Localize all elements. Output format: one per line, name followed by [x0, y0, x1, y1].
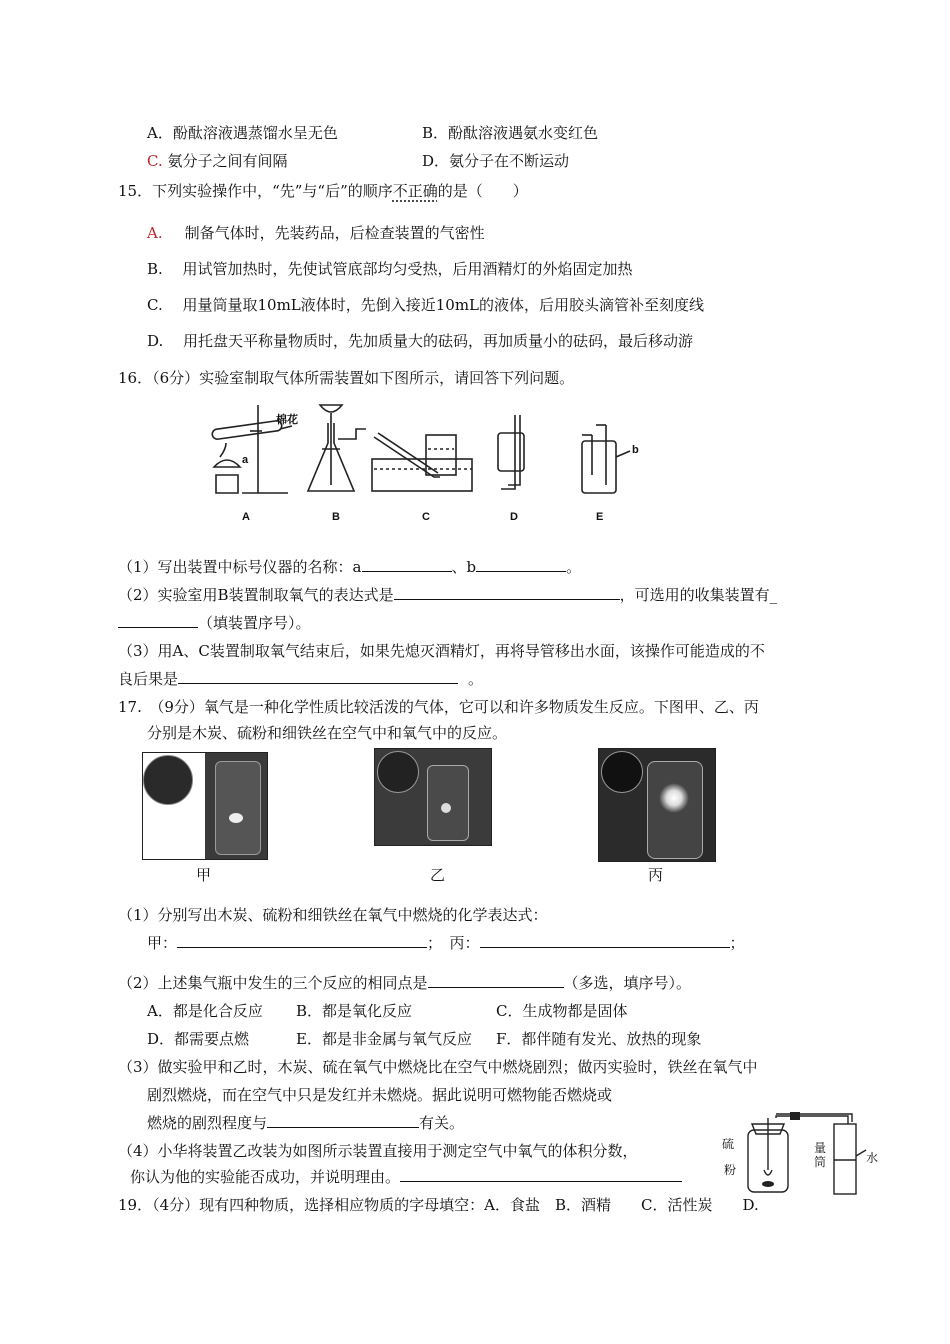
q16-part3-line1: （3）用A、C装置制取氧气结束后，如果先熄灭酒精灯，再将导管移出水面，该操作可能造成的不: [118, 642, 765, 660]
q16-part2-line2-text: （填装置序号）。: [198, 614, 311, 632]
apparatus-cotton-label: 棉花: [276, 414, 298, 426]
q17-part3-post: 有关。: [419, 1114, 465, 1132]
q17-stem-line1: 17. （9分）氧气是一种化学性质比较活泼的气体，它可以和许多物质发生反应。下图甲、乙、丙: [118, 698, 759, 716]
q17-part1-answers: [147, 932, 745, 953]
q16-part2-line2: [118, 612, 311, 633]
q16-part2-post: ，可选用的收集装置有_: [619, 586, 778, 604]
photo-label-bing: 丙: [648, 866, 664, 884]
apparatus-figure: [190, 395, 650, 530]
q15-option-b: B. 用试管加热时，先使试管底部均匀受热，后用酒精灯的外焰固定加热: [147, 260, 633, 278]
blank-bing[interactable]: [480, 933, 730, 948]
photo-label-jia: 甲: [196, 866, 212, 884]
apparatus-label-c: C: [422, 511, 430, 523]
q14-option-c: [147, 150, 288, 171]
q17-part2-post: （多选，填序号）。: [563, 974, 692, 992]
blank-common[interactable]: [428, 973, 564, 988]
apparatus-mark-b: b: [632, 444, 639, 456]
apparatus-label-b: B: [332, 511, 340, 523]
apparatus-sulfur-label-2: 粉: [724, 1163, 737, 1177]
q15-stem-pre: 15．下列实验操作中，“先”与“后”的顺序: [118, 182, 393, 200]
blank-a[interactable]: [362, 557, 452, 572]
q17-part3-line3: [147, 1112, 464, 1133]
q17-option-a: A．都是化合反应: [147, 1002, 263, 1020]
q14-option-c-letter: C.: [147, 152, 163, 170]
q17-option-f: F．都伴随有发光、放热的现象: [496, 1030, 702, 1048]
q17-option-c: C．生成物都是固体: [496, 1002, 628, 1020]
q17-part4-line2: [130, 1166, 682, 1187]
q16-part1-mid: 、b: [451, 558, 477, 576]
blank-collection[interactable]: [118, 613, 198, 628]
q17-part4-line1: （4）小华将装置乙改装为如图所示装置直接用于测定空气中氧气的体积分数，: [118, 1142, 638, 1160]
q16-part2-pre: （2）实验室用B装置制取氧气的表达式是: [118, 586, 394, 604]
q16-part1-post: 。: [566, 558, 582, 576]
photo-jia: [142, 752, 268, 860]
q17-part4-pre: 你认为他的实验能否成功，并说明理由。: [130, 1168, 401, 1186]
apparatus-cylinder-label-1: 量: [814, 1141, 827, 1155]
apparatus-label-d: D: [510, 511, 518, 523]
apparatus-cylinder-label-2: 筒: [814, 1155, 827, 1169]
q17-jia-label: 甲：: [147, 934, 178, 952]
q16-part1-pre: （1）写出装置中标号仪器的名称：a: [118, 558, 362, 576]
q16-part2: [118, 584, 777, 605]
q15-option-c: C. 用量筒量取10mL液体时，先倒入接近10mL的液体，后用胶头滴管补至刻度线: [147, 296, 705, 314]
q15-stem-emphasis: 不正确: [392, 182, 438, 200]
photo-yi: [374, 748, 492, 846]
apparatus-water-label: 水: [866, 1151, 879, 1165]
oxygen-measurement-apparatus: [716, 1110, 892, 1196]
q15-option-a-text: 制备气体时，先装药品，后检查装置的气密性: [184, 224, 485, 242]
q16-stem: 16．（6分）实验室制取气体所需装置如下图所示，请回答下列问题。: [118, 369, 575, 387]
q17-part2: [118, 972, 691, 993]
q16-part3-post: 。: [468, 670, 484, 688]
q15-option-a: [147, 222, 485, 243]
q17-bing-label: ； 丙：: [427, 934, 480, 952]
q16-part1: [118, 556, 581, 577]
q17-part3-line2: 剧烈燃烧，而在空气中只是发红并未燃烧。据此说明可燃物能否燃烧或: [147, 1086, 613, 1104]
q17-option-e: E．都是非金属与氧气反应: [296, 1030, 472, 1048]
apparatus-label-e: E: [596, 511, 604, 523]
q17-stem-line2: 分别是木炭、硫粉和细铁丝在空气中和氧气中的反应。: [147, 724, 508, 742]
blank-b[interactable]: [476, 557, 566, 572]
q16-part3-line2: [118, 668, 483, 689]
apparatus-label-a: A: [242, 511, 250, 523]
apparatus-sulfur-label-1: 硫: [722, 1137, 735, 1151]
q15-stem: [118, 180, 528, 201]
q14-option-b: B．酚酞溶液遇氨水变红色: [422, 124, 599, 142]
blank-factor[interactable]: [267, 1113, 419, 1128]
q16-part3-pre: 良后果是: [118, 670, 179, 688]
q17-part3-line1: （3）做实验甲和乙时，木炭、硫在氧气中燃烧比在空气中燃烧剧烈；做丙实验时，铁丝在氧气中: [118, 1058, 758, 1076]
apparatus-mark-a: a: [242, 454, 249, 466]
q17-part2-pre: （2）上述集气瓶中发生的三个反应的相同点是: [118, 974, 428, 992]
blank-consequence[interactable]: [178, 669, 458, 684]
q17-option-b: B．都是氧化反应: [296, 1002, 413, 1020]
q14-option-d: D．氨分子在不断运动: [422, 152, 570, 170]
blank-reason[interactable]: [400, 1167, 682, 1182]
blank-jia[interactable]: [177, 933, 427, 948]
blank-expression[interactable]: [394, 585, 620, 600]
q17-part1: （1）分别写出木炭、硫粉和细铁丝在氧气中燃烧的化学表达式：: [118, 906, 548, 924]
q17-part1-end: ；: [729, 934, 745, 952]
q17-option-d: D．都需要点燃: [147, 1030, 250, 1048]
q17-part3-pre: 燃烧的剧烈程度与: [147, 1114, 268, 1132]
photo-bing: [598, 748, 716, 862]
q15-option-d: D. 用托盘天平称量物质时，先加质量大的砝码，再加质量小的砝码，最后移动游: [147, 332, 694, 350]
q14-option-c-text: 氨分子之间有间隔: [162, 152, 288, 170]
q19-stem: 19．（4分）现有四种物质，选择相应物质的字母填空：A．食盐 B．酒精 C．活性炭 D.: [118, 1196, 759, 1214]
q14-option-a: A．酚酞溶液遇蒸馏水呈无色: [147, 124, 338, 142]
photo-label-yi: 乙: [430, 866, 446, 884]
q15-stem-post: 的是（ ）: [437, 182, 528, 200]
q15-option-a-letter: A.: [147, 224, 163, 242]
